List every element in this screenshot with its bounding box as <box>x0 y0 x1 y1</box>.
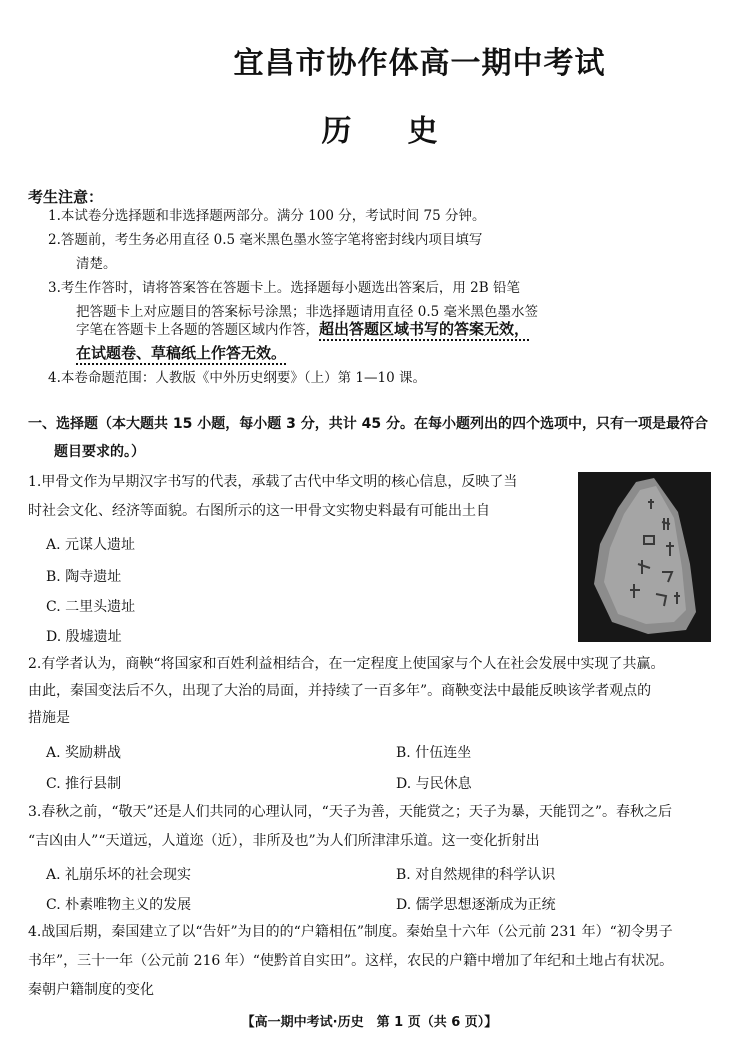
section-line-1: 一、选择题（本大题共 15 小题，每小题 3 分，共计 45 分。在每小题列出的四个选项中，只有一项是最符合 <box>28 416 708 432</box>
q2-stem-3: 措施是 <box>28 710 70 726</box>
subject-char-1: 历 <box>321 114 352 149</box>
subject-char-2: 史 <box>407 114 438 149</box>
notice-item-3c-text: 字笔在答题卡上各题的答题区域内作答， <box>76 322 319 338</box>
notice-item-2a: 2.答题前，考生务必用直径 0.5 毫米黑色墨水签字笔将密封线内项目填写 <box>48 232 483 248</box>
q2-stem-1: 2.有学者认为，商鞅“将国家和百姓利益相结合，在一定程度上使国家与个人在社会发展中实现了共赢。 <box>28 656 665 672</box>
page-footer: 【高一期中考试·历史 第 1 页（共 6 页）】 <box>241 1015 498 1030</box>
q3-stem-2: “吉凶由人”“天道远，人道迩（近），非所及也”为人们所津津乐道。这一变化折射出 <box>28 833 540 849</box>
oracle-bone-photo <box>578 472 711 642</box>
q3-option-d: D. 儒学思想逐渐成为正统 <box>396 897 556 913</box>
q2-option-b: B. 什伍连坐 <box>396 745 472 761</box>
notice-item-1: 1.本试卷分选择题和非选择题两部分。满分 100 分，考试时间 75 分钟。 <box>48 208 486 224</box>
q1-option-c: C. 二里头遗址 <box>46 599 136 615</box>
q2-option-c: C. 推行县制 <box>46 776 122 792</box>
q2-option-a: A. 奖励耕战 <box>46 745 122 761</box>
q1-option-a: A. 元谋人遗址 <box>46 537 136 553</box>
notice-item-3d <box>76 340 286 367</box>
q1-option-b: B. 陶寺遗址 <box>46 569 122 585</box>
q2-option-d: D. 与民休息 <box>396 776 472 792</box>
notice-emphasis-2: 在试题卷、草稿纸上作答无效。 <box>76 344 287 362</box>
section-heading <box>28 410 718 466</box>
q2-stem-2: 由此，秦国变法后不久，出现了大治的局面，并持续了一百多年”。商鞅变法中最能反映该学者观点的 <box>28 683 652 699</box>
notice-emphasis-1: 超出答题区域书写的答案无效， <box>319 320 530 338</box>
notice-item-2b: 清楚。 <box>76 256 117 272</box>
q1-stem-1: 1.甲骨文作为早期汉字书写的代表，承载了古代中华文明的核心信息，反映了当 <box>28 474 518 490</box>
notice-item-3a: 3.考生作答时，请将答案答在答题卡上。选择题每小题选出答案后，用 2B 铅笔 <box>48 280 520 296</box>
q4-stem-1: 4.战国后期，秦国建立了以“告奸”为目的的“户籍相伍”制度。秦始皇十六年（公元前 231 年）“初令男子 <box>28 924 673 940</box>
q3-option-a: A. 礼崩乐坏的社会现实 <box>46 867 192 883</box>
section-line-2: 题目要求的。） <box>54 444 145 460</box>
subject-title <box>0 106 739 150</box>
q3-stem-1: 3.春秋之前，“敬天”还是人们共同的心理认同，“天子为善，天能赏之；天子为暴，天能罚之”。春秋之后 <box>28 804 672 820</box>
exam-title: 宜昌市协作体高一期中考试 <box>233 46 606 81</box>
notice-item-4: 4.本卷命题范围：人教版《中外历史纲要》（上）第 1—10 课。 <box>48 370 426 386</box>
q1-option-d: D. 殷墟遗址 <box>46 629 122 645</box>
notice-heading: 考生注意： <box>28 188 104 206</box>
notice-item-3b: 把答题卡上对应题目的答案标号涂黑；非选择题请用直径 0.5 毫米黑色墨水签 <box>76 304 539 320</box>
q1-stem-2: 时社会文化、经济等面貌。右图所示的这一甲骨文实物史料最有可能出土自 <box>28 503 490 519</box>
q4-stem-2: 书年”，三十一年（公元前 216 年）“使黔首自实田”。这样，农民的户籍中增加了年纪和土地占有状况。 <box>28 953 674 969</box>
notice-item-3c <box>76 316 529 343</box>
q4-stem-3: 秦朝户籍制度的变化 <box>28 982 154 998</box>
q3-option-b: B. 对自然规律的科学认识 <box>396 867 556 883</box>
q3-option-c: C. 朴素唯物主义的发展 <box>46 897 192 913</box>
